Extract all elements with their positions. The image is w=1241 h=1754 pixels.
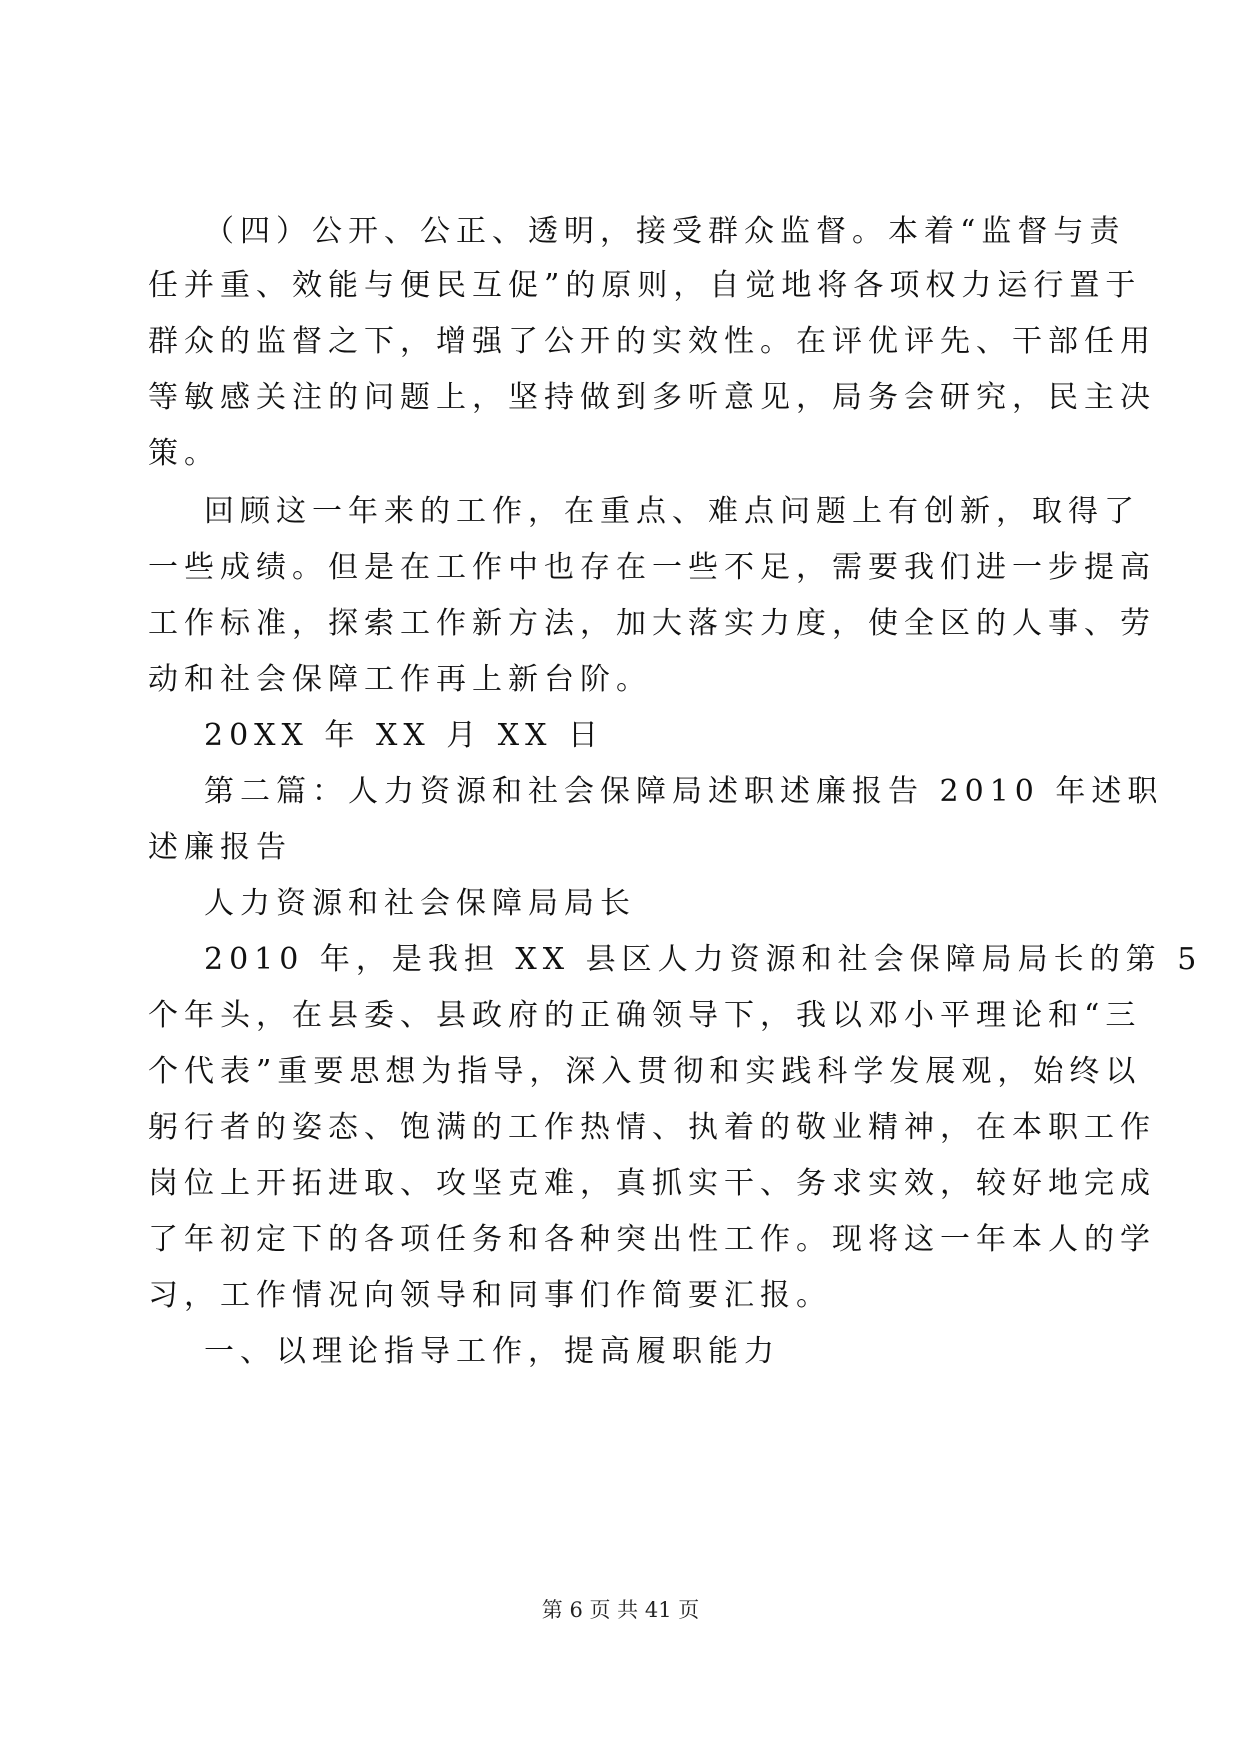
section-heading-1: 一、以理论指导工作，提高履职能力 xyxy=(204,1334,780,1369)
text-line-5: 策。 xyxy=(148,436,220,471)
text-line-20: 习，工作情况向领导和同事们作简要汇报。 xyxy=(148,1278,832,1313)
section-title-line-2: 述廉报告 xyxy=(148,830,292,865)
text-line-1: （四）公开、公正、透明，接受群众监督。本着“监督与责 xyxy=(204,214,1126,249)
text-line-18: 岗位上开拓进取、攻坚克难，真抓实干、务求实效，较好地完成 xyxy=(148,1166,1156,1201)
text-line-2: 任并重、效能与便民互促”的原则，自觉地将各项权力运行置于 xyxy=(148,268,1142,303)
text-line-8: 工作标准，探索工作新方法，加大落实力度，使全区的人事、劳 xyxy=(148,606,1156,641)
text-line-6: 回顾这一年来的工作，在重点、难点问题上有创新，取得了 xyxy=(204,494,1140,529)
author-title-line: 人力资源和社会保障局局长 xyxy=(204,886,636,921)
text-line-9: 动和社会保障工作再上新台阶。 xyxy=(148,662,652,697)
text-line-14: 2010 年，是我担 XX 县区人力资源和社会保障局局长的第 5 xyxy=(204,942,1203,977)
page-footer: 第 6 页 共 41 页 xyxy=(541,1598,700,1622)
text-line-3: 群众的监督之下，增强了公开的实效性。在评优评先、干部任用 xyxy=(148,324,1156,359)
text-line-4: 等敏感关注的问题上，坚持做到多听意见，局务会研究，民主决 xyxy=(148,380,1156,415)
date-line: 20XX 年 XX 月 XX 日 xyxy=(204,718,604,753)
text-line-17: 躬行者的姿态、饱满的工作热情、执着的敬业精神，在本职工作 xyxy=(148,1110,1156,1145)
text-line-19: 了年初定下的各项任务和各种突出性工作。现将这一年本人的学 xyxy=(148,1222,1156,1257)
text-line-15: 个年头，在县委、县政府的正确领导下，我以邓小平理论和“三 xyxy=(148,998,1142,1033)
text-line-16: 个代表”重要思想为指导，深入贯彻和实践科学发展观，始终以 xyxy=(148,1054,1142,1089)
section-title-line-1: 第二篇：人力资源和社会保障局述职述廉报告 2010 年述职 xyxy=(204,774,1164,809)
text-line-7: 一些成绩。但是在工作中也存在一些不足，需要我们进一步提高 xyxy=(148,550,1156,585)
